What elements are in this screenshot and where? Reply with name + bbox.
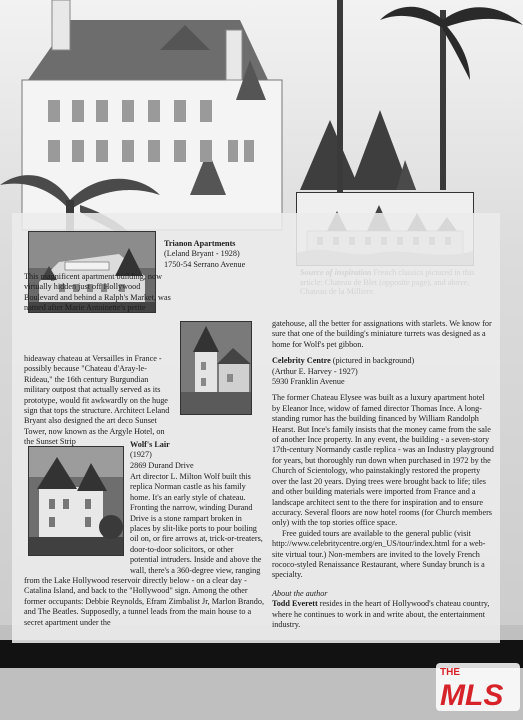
trianon-meta-architect: (Leland Bryant - 1928) [164,249,240,259]
wolf-body [24,472,264,630]
right-column [272,319,494,630]
wolf-heading-block [130,440,250,471]
logo-main-text: MLS [440,679,504,712]
wolfs-lair-tower-photo [180,321,252,415]
float-spacer-wolf-photo [24,472,130,566]
mls-logo [436,661,520,713]
author-bio: resides in the heart of Hollywood's chateau country, where he continues to work in and write about, the entertainment industry. [272,599,490,629]
trianon-title: Trianon Apartments [164,239,236,248]
trianon-meta-address: 1750-54 Serrano Avenue [164,259,246,269]
celebrity-centre-paragraph-2: Free guided tours are available to the general public (visit http://www.celebritycentre.org/en_US/tour/index.html for a web-site virtual tour.) Non-members are invited to the lovely French rococo-styled Renaissance Restaurant, where Sunday brunch is a specialty. [272,528,486,580]
wolf-meta-year: (1927) [130,450,152,460]
logo-top-text: THE [440,667,460,678]
wolf-meta-address: 2869 Durand Drive [130,460,194,470]
wolf-title: Wolf's Lair [130,440,170,449]
about-author-label: About the author [272,588,328,598]
celebrity-centre-meta-architect: (Arthur E. Harvey - 1927) [272,366,358,376]
celebrity-centre-paragraph-1: The former Chateau Elysee was built as a luxury apartment hotel by Eleanor Ince, widow of famed director Thomas Ince. A long-standing rumor has the building financed by William Randolph Hearst. But Ince's family insists that the money came from the sale of another Ince property. In any event, the building - a seven-story 17th-century Normandy castle replica - was an Industry playground for years, but thoroughly run down when purchased in 1972 by the Church of Scientology, who painstakingly restored the property over the last 20 years. Dying trees were brought back to life; tiles and other building materials were imported from France and a landscape architect sent to the there for inspiration and to ensure accuracy. Several floors are now hotel rooms (for Church members only) with the top stories office space. [272,393,494,528]
author-name: Todd Everett [272,599,318,609]
trianon-paragraph: This magnificent apartment building, now virtually hidden just off Hollywood Boulevard and behind a Ralph's Market, was named after Marie Antoinette's petite hideaway chateau at Versailles in France - possibly because "Chateau d'Aray-le-Rideau," the 16th century Burgundian military outpost that actually served as its prototype, would fit awkwardly on the huge sign that tops the structure. Architect Leland Bryant also designed the art deco Sunset Tower, now known as the Argyle Hotel, on the Sunset Strip [24,272,171,447]
wolf-paragraph: Art director L. Milton Wolf built this replica Norman castle as his family home. It's an early style of chateau. Fronting the narrow, winding Durand Drive is a stone rampart broken in places by slit-like ports to pour boiling oil on, or fire arrows at, trick-or-treaters, door-to-door solicitors, or other potential intruders. Inside and above the wall, there's a 360-degree view, ranging from the Lake Hollywood reservoir directly below - on a clear day - Catalina Island, and back to the "Hollywood" sign. Among the other former occupants: Debbie Reynolds, Efram Zimbalist Jr, Marlon Brando, and The Beatles. Supposedly, a tunnel leads from the main house to a secret apartment under the [24,472,265,627]
celebrity-centre-meta-address: 5930 Franklin Avenue [272,377,345,387]
celebrity-centre-note: (pictured in background) [332,356,415,366]
wolf-continued-paragraph: gatehouse, all the better for assignations with starlets. We know for sure that one of the building's miniature turrets was designed as a home for Wolf's pet gibbon. [272,319,492,349]
celebrity-centre-title: Celebrity Centre [272,356,331,366]
trianon-heading-block [164,239,294,270]
float-spacer-photo [24,314,164,354]
mls-logo-mark [436,661,520,713]
about-author-text [272,599,494,630]
